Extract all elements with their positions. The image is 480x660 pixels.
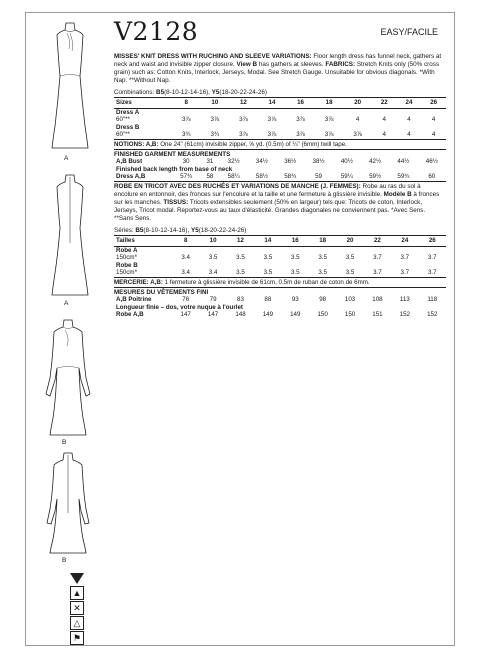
yardage-cell: 3.5 bbox=[345, 254, 355, 262]
difficulty-label: EASY/FACILE bbox=[380, 27, 438, 37]
poitrine-label: A,B Poitrine bbox=[116, 296, 152, 304]
size-header-cell: 24 bbox=[391, 235, 418, 246]
length-cell: 57¾ bbox=[180, 173, 193, 181]
poitrine-cell: 76 bbox=[182, 296, 190, 304]
table-row bbox=[114, 173, 446, 181]
bust-cell: 40½ bbox=[340, 158, 353, 166]
dress-b-label: Dress B bbox=[116, 123, 140, 131]
description-body-fr-1: Robe au ras du sol à encolure en entonnoir, des fronces sur l'encolure et la taille et une fermeture à glissière invisible. bbox=[114, 182, 421, 198]
bust-cell: 31 bbox=[206, 158, 214, 166]
length-cell: 59¾ bbox=[397, 173, 410, 181]
description-body-fr-2: à fronces sur les manches. bbox=[114, 190, 440, 206]
series-b5: B5 bbox=[135, 226, 144, 234]
size-header-cell: 18 bbox=[309, 235, 336, 246]
size-header-cell: 20 bbox=[343, 98, 372, 109]
poitrine-cell: 98 bbox=[319, 296, 327, 304]
longueur-cell: 147 bbox=[180, 311, 191, 319]
yardage-cell: 3.5 bbox=[263, 254, 273, 262]
series-label: Séries: bbox=[114, 226, 134, 234]
fabric-width: 60"** bbox=[116, 116, 130, 124]
bust-label: A,B Bust bbox=[116, 158, 143, 166]
triangle-down-icon bbox=[70, 573, 84, 584]
longueur-title: Longueur finie – dos, votre nuque à l'ourlet bbox=[116, 303, 243, 311]
bust-cell: 38½ bbox=[312, 158, 325, 166]
yardage-cell: 3.7 bbox=[427, 269, 437, 277]
longueur-cell: 148 bbox=[235, 311, 246, 319]
technical-drawings bbox=[26, 13, 114, 645]
figure-label-a-back: A bbox=[64, 300, 69, 307]
length-cell: 59½ bbox=[369, 173, 382, 181]
yardage-cell: 3⅞ bbox=[353, 131, 362, 139]
size-header-cell: 8 bbox=[172, 98, 201, 109]
yardage-cell: 3.5 bbox=[318, 269, 327, 277]
fabrics-label: FABRICS: bbox=[325, 61, 356, 68]
yardage-cell: 3⅞ bbox=[267, 116, 277, 124]
notions-english bbox=[114, 139, 446, 149]
yardage-cell: 3⅞ bbox=[181, 116, 191, 124]
bust-cell: 32½ bbox=[227, 158, 240, 166]
size-header-cell: 14 bbox=[254, 235, 281, 246]
poitrine-cell: 83 bbox=[237, 296, 244, 304]
yardage-cell: 3.7 bbox=[400, 269, 410, 277]
poitrine-cell: 79 bbox=[209, 296, 217, 304]
length-cell: 58¾ bbox=[284, 173, 297, 181]
yardage-cell: 3.5 bbox=[290, 269, 300, 277]
length-cell: 58 bbox=[206, 173, 214, 181]
table-row bbox=[114, 254, 446, 262]
combinations-english bbox=[114, 89, 446, 97]
header bbox=[114, 13, 446, 53]
table-row bbox=[114, 304, 446, 312]
table-row bbox=[114, 166, 446, 174]
yardage-cell: 3.4 bbox=[181, 269, 190, 277]
table-row bbox=[114, 116, 446, 124]
yardage-cell: 3.7 bbox=[373, 269, 382, 277]
poitrine-cell: 118 bbox=[427, 296, 438, 304]
size-header-cell: 12 bbox=[227, 235, 254, 246]
modele-b-label: Modèle B bbox=[383, 190, 412, 198]
description-body-fr-3: Tricots extensibles seulement (50% en largeur) tels que: Tricots de coton, Interlock, Jerseys, Tricot modal. Reportez-vous au taux d'élasticité. Grandes diagonales ne conviennent pas. *Avec Sens. **Sans Sens. bbox=[114, 198, 426, 222]
combo-y5-sizes: (18-20-22-24-26) bbox=[219, 89, 267, 96]
mercerie-french bbox=[114, 277, 446, 287]
figure-label-a: A bbox=[64, 155, 69, 162]
robe-a-label: Robe A bbox=[116, 246, 138, 254]
fabric-width: 60"** bbox=[116, 131, 130, 139]
robe-ab-label: Robe A,B bbox=[116, 311, 144, 319]
tissus-label: TISSUS: bbox=[163, 198, 189, 206]
dress-a-front-drawing bbox=[48, 21, 92, 151]
fabric-width: 150cm* bbox=[116, 254, 137, 262]
poitrine-cell: 113 bbox=[399, 296, 410, 304]
size-header-cell: 10 bbox=[199, 235, 226, 246]
mesures-title: MESURES DU VÊTEMENTS FINI bbox=[114, 287, 446, 297]
pattern-envelope-back bbox=[25, 12, 455, 646]
yardage-cell: 3¾ bbox=[181, 131, 191, 139]
combo-y5: Y5 bbox=[211, 89, 220, 96]
dress-a-back-drawing bbox=[48, 173, 92, 298]
table-row bbox=[114, 246, 446, 254]
size-header-cell: 22 bbox=[372, 98, 397, 109]
yardage-cell: 3.5 bbox=[236, 269, 245, 277]
yardage-table-french bbox=[114, 235, 446, 277]
length-cell: 59¼ bbox=[340, 173, 353, 181]
bust-cell: 36½ bbox=[284, 158, 297, 166]
yardage-cell: 3.5 bbox=[208, 254, 218, 262]
longueur-cell: 150 bbox=[317, 311, 328, 319]
cross-icon: ✕ bbox=[70, 601, 84, 615]
yardage-cell: 4 bbox=[431, 131, 436, 139]
back-length-title: Finished back length from base of neck bbox=[116, 165, 233, 173]
size-header-cell: 22 bbox=[364, 235, 391, 246]
yardage-cell: 3.7 bbox=[427, 254, 437, 262]
notions-text: One 24" (61cm) invisible zipper, ⅝ yd. (0.5m) of ¼" (6mm) twill tape. bbox=[160, 140, 347, 148]
combo-b5-sizes: (8-10-12-14-16), bbox=[164, 89, 210, 96]
yardage-cell: 4 bbox=[407, 116, 411, 124]
description-body-2: has gathers at sleeves. bbox=[258, 61, 324, 68]
poitrine-cell: 88 bbox=[264, 296, 272, 304]
combinations-label: Combinations: bbox=[114, 89, 155, 96]
pattern-number: V2128 bbox=[114, 17, 199, 46]
mercerie-label: MERCERIE: A,B: bbox=[114, 278, 163, 286]
yardage-cell: 3.5 bbox=[236, 254, 245, 262]
poitrine-cell: 108 bbox=[372, 296, 383, 304]
length-cell: 59 bbox=[315, 173, 322, 181]
table-row bbox=[114, 158, 446, 166]
longueur-cell: 149 bbox=[262, 311, 274, 319]
view-b-label: View B bbox=[236, 61, 258, 68]
combo-b5: B5 bbox=[156, 89, 165, 96]
length-cell: 58¼ bbox=[227, 173, 240, 181]
size-header-cell: 20 bbox=[336, 235, 363, 246]
notions-label: NOTIONS: A,B: bbox=[114, 140, 159, 148]
bust-cell: 34½ bbox=[255, 158, 268, 166]
mercerie-text: 1 fermeture à glissière invisible de 61cm, 0.5m de ruban de coton de 6mm. bbox=[164, 278, 370, 286]
size-header-cell: Tailles bbox=[114, 235, 172, 246]
dress-ab-label: Dress A,B bbox=[116, 173, 146, 181]
yardage-cell: 4 bbox=[382, 116, 386, 124]
table-row bbox=[114, 296, 446, 304]
longueur-cell: 151 bbox=[372, 311, 383, 319]
size-header-cell: 26 bbox=[421, 98, 446, 109]
size-header-cell: 24 bbox=[397, 98, 422, 109]
yardage-cell: 3.5 bbox=[318, 254, 327, 262]
size-header-cell: 8 bbox=[172, 235, 199, 246]
care-symbols bbox=[70, 573, 86, 646]
yardage-cell: 3⅞ bbox=[210, 116, 220, 124]
size-header-cell: 16 bbox=[286, 98, 315, 109]
table-row bbox=[114, 108, 446, 116]
yardage-cell: 3⅞ bbox=[296, 116, 305, 124]
yardage-cell: 3⅞ bbox=[324, 131, 334, 139]
description-title: MISSES' KNIT DRESS WITH RUCHING AND SLEEVE VARIATIONS: bbox=[114, 53, 312, 60]
dress-b-back-drawing bbox=[36, 451, 100, 556]
table-row bbox=[114, 269, 446, 277]
finished-measurements-title: FINISHED GARMENT MEASUREMENTS bbox=[114, 149, 446, 159]
mesures-table bbox=[114, 296, 446, 319]
combinations-french bbox=[114, 227, 446, 235]
yardage-cell: 3.5 bbox=[263, 269, 273, 277]
yardage-table-english bbox=[114, 97, 446, 139]
description-french bbox=[114, 181, 446, 223]
yardage-cell: 3.5 bbox=[345, 269, 355, 277]
length-cell: 58½ bbox=[255, 173, 268, 181]
size-header-cell: 26 bbox=[419, 235, 446, 246]
description-body-3: Stretch Knits only (50% cross grain) such as: Cotton Knits, Interlock, Jerseys, Modal. See Stretch Gauge. Unsuitable for obvious diagonals. *With Nap. **Without Nap. bbox=[114, 61, 440, 84]
yardage-cell: 3⅞ bbox=[267, 131, 277, 139]
fabric-width: 150cm* bbox=[116, 269, 137, 277]
description-title-fr: ROBE EN TRICOT AVEC DES RUCHÉS ET VARIATIONS DE MANCHE (J. FEMMES): bbox=[114, 182, 361, 190]
yardage-cell: 3.4 bbox=[208, 269, 218, 277]
figure-label-b: B bbox=[62, 439, 67, 446]
size-header-cell: 14 bbox=[258, 98, 287, 109]
size-header-cell: 12 bbox=[229, 98, 258, 109]
table-row bbox=[114, 131, 446, 139]
longueur-cell: 150 bbox=[344, 311, 356, 319]
longueur-cell: 149 bbox=[290, 311, 301, 319]
table-row bbox=[114, 262, 446, 270]
yardage-cell: 3.7 bbox=[373, 254, 382, 262]
yardage-cell: 3⅞ bbox=[296, 131, 305, 139]
bust-cell: 44½ bbox=[397, 158, 410, 166]
size-header-cell: 16 bbox=[282, 235, 309, 246]
series-y5: Y5 bbox=[191, 226, 199, 234]
yardage-cell: 4 bbox=[407, 131, 411, 139]
yardage-cell: 3.4 bbox=[181, 254, 190, 262]
dress-b-front-drawing bbox=[36, 318, 100, 438]
yardage-cell: 3¾ bbox=[210, 131, 220, 139]
longueur-cell: 147 bbox=[207, 311, 219, 319]
length-cell: 60 bbox=[428, 173, 436, 181]
bust-cell: 30 bbox=[182, 158, 190, 166]
figure-label-b-back: B bbox=[62, 557, 67, 564]
yardage-cell: 3⅞ bbox=[239, 131, 248, 139]
description-english bbox=[114, 53, 446, 85]
size-header-cell: 10 bbox=[201, 98, 230, 109]
yardage-cell: 4 bbox=[431, 116, 436, 124]
robe-b-label: Robe B bbox=[116, 261, 138, 269]
finished-measurements-table bbox=[114, 158, 446, 181]
triangle-up-icon: ▲ bbox=[70, 586, 84, 600]
size-header-row-fr bbox=[114, 235, 446, 246]
triangle-outline-icon: △ bbox=[70, 616, 84, 630]
longueur-cell: 152 bbox=[399, 311, 410, 319]
longueur-cell: 152 bbox=[427, 311, 438, 319]
dress-a-label: Dress A bbox=[116, 108, 140, 116]
table-row bbox=[114, 124, 446, 132]
yardage-cell: 3⅞ bbox=[324, 116, 334, 124]
table-row bbox=[114, 311, 446, 319]
pattern-info bbox=[114, 13, 454, 645]
series-y5-sizes: (18-20-22-24-26) bbox=[198, 226, 247, 234]
poitrine-cell: 103 bbox=[344, 296, 356, 304]
yardage-cell: 4 bbox=[355, 116, 360, 124]
yardage-cell: 4 bbox=[382, 131, 386, 139]
yardage-cell: 3.5 bbox=[290, 254, 300, 262]
bust-cell: 46½ bbox=[425, 158, 438, 166]
size-header-cell: Sizes bbox=[114, 98, 172, 109]
size-header-row bbox=[114, 98, 446, 109]
description-body-1: Floor length dress has funnel neck, gathers at neck and waist and invisible zipper closure. bbox=[114, 53, 442, 68]
flag-icon: ⚑ bbox=[70, 631, 84, 645]
poitrine-cell: 93 bbox=[291, 296, 299, 304]
series-b5-sizes: (8-10-12-14-16), bbox=[143, 226, 190, 234]
yardage-cell: 3.7 bbox=[400, 254, 410, 262]
bust-cell: 42½ bbox=[369, 158, 382, 166]
yardage-cell: 3⅞ bbox=[239, 116, 248, 124]
size-header-cell: 18 bbox=[315, 98, 344, 109]
